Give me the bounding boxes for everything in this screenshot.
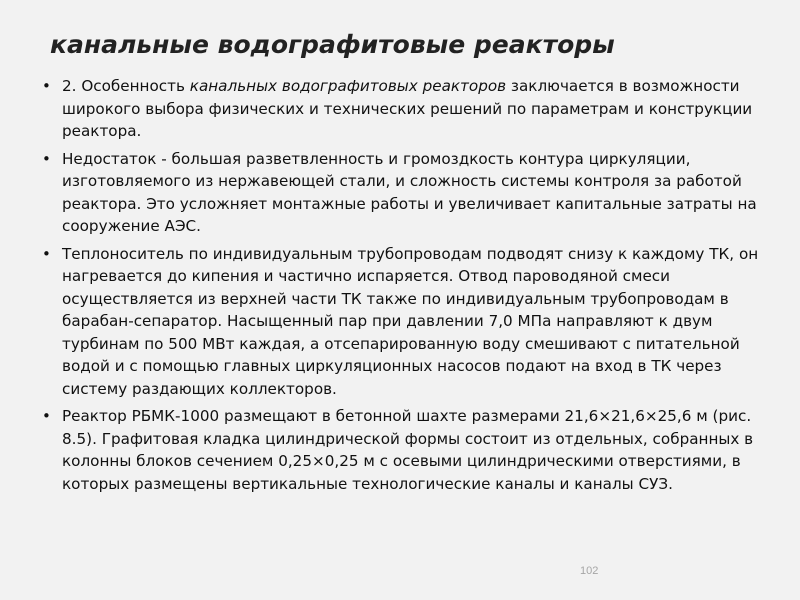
slide-title: канальные водографитовые реакторы	[50, 30, 615, 59]
bullet-text: Теплоноситель по индивидуальным трубопроводам подводят снизу к каждому ТК, он нагревается до кипения и частично испаряется. Отвод пароводяной смеси осуществляется из верхней части ТК также по индивидуальным трубопроводам в барабан-сепаратор. Насыщенный пар при давлении 7,0 МПа направляют к двум турбинам по 500 МВт каждая, а отсепарированную воду смешивают с питательной водой и с помощью главных циркуляционных насосов подают на вход в ТК через систему раздающих коллекторов.	[62, 244, 759, 398]
bullet-text: Недостаток - большая разветвленность и громоздкость контура циркуляции, изготовляемого из нержавеющей стали, и сложность системы контроля за работой реактора. Это усложняет монтажные работы и увеличивает капитальные затраты на сооружение АЭС.	[62, 149, 757, 235]
bullet-text-emphasis: канальных водографитовых реакторов	[189, 77, 507, 95]
bullet-item-feature	[40, 75, 760, 143]
bullet-item-drawback	[40, 148, 760, 238]
bullet-dot-icon: •	[42, 149, 51, 168]
bullet-text-post: заключается в возможности широкого выбора физических и технических решений по параметрам и конструкции реактора.	[62, 77, 753, 140]
bullet-text: Реактор РБМК-1000 размещают в бетонной шахте размерами 21,6×21,6×25,6 м (рис. 8.5). Графитовая кладка цилиндрической формы состоит из отдельных, собранных в колонны блоков сечением 0,25×0,25 м с осевыми цилиндрическими отверстиями, в которых размещены вертикальные технологические каналы и каналы СУЗ.	[62, 407, 754, 493]
bullet-dot-icon: •	[42, 244, 51, 263]
bullet-item-coolant	[40, 243, 760, 401]
page-number: 102	[580, 565, 599, 577]
bullet-list	[40, 75, 760, 500]
bullet-dot-icon: •	[42, 77, 51, 95]
bullet-text-pre: 2. Особенность	[62, 77, 190, 95]
bullet-dot-icon: •	[42, 407, 51, 425]
bullet-item-rbmk	[40, 405, 760, 495]
